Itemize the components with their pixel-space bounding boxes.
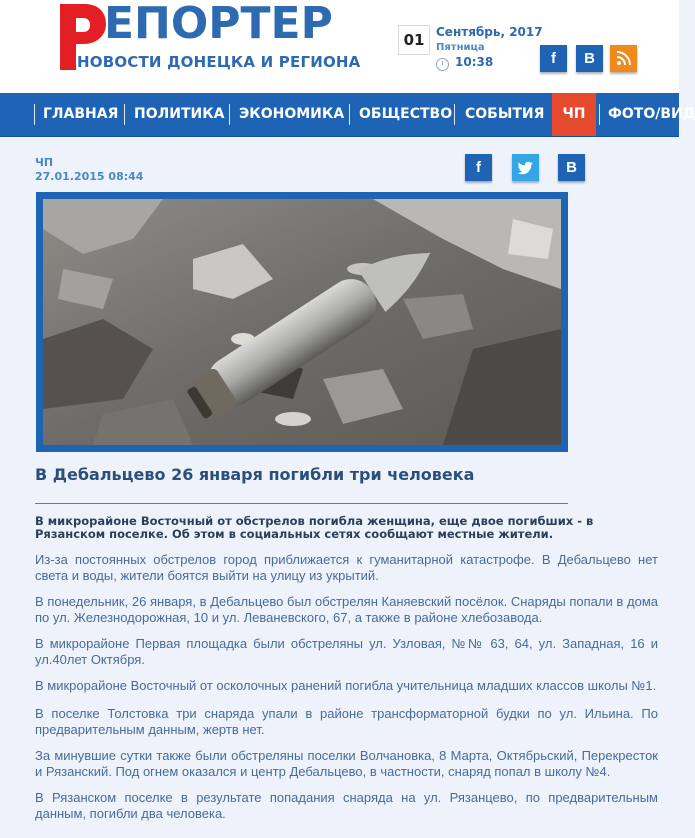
site-header xyxy=(0,0,679,93)
nav-separator xyxy=(124,104,125,125)
article-paragraph: В поселке Толстовка три снаряда упали в районе трансформаторной будки по ул. Ильина. По предварительным данным, жертв нет. xyxy=(35,706,658,737)
article-paragraph: В микрорайоне Восточный от осколочных ранений погибла учительница младших классов школы №1. xyxy=(35,678,657,693)
nav-item-politics[interactable]: ПОЛИТИКА xyxy=(134,106,225,122)
vk-icon: B xyxy=(566,159,577,176)
logo-subtitle: НОВОСТИ ДОНЕЦКА И РЕГИОНА xyxy=(77,53,361,71)
clock-icon xyxy=(436,58,449,71)
article-photo[interactable] xyxy=(43,199,561,445)
share-twitter-button[interactable] xyxy=(512,154,539,181)
article-photo-frame xyxy=(36,192,568,452)
facebook-icon: f xyxy=(551,50,556,67)
article-category[interactable]: ЧП xyxy=(35,156,54,169)
share-facebook-button[interactable] xyxy=(465,154,492,181)
twitter-icon xyxy=(517,161,534,175)
weekday: Пятница xyxy=(436,42,485,53)
current-time: 10:38 xyxy=(455,55,494,69)
nav-item-incidents[interactable]: ЧП xyxy=(552,93,596,136)
article-paragraph: В Рязанском поселке в результате попадания снаряда на ул. Рязанцево, по предварительным данным, погибли два человека. xyxy=(35,790,658,821)
rss-icon xyxy=(616,51,631,66)
nav-item-economy[interactable]: ЭКОНОМИКА xyxy=(239,106,345,122)
article-title: В Дебальцево 26 января погибли три человека xyxy=(35,465,475,484)
unexploded-shell-photo-icon xyxy=(43,199,561,445)
vk-header-button[interactable] xyxy=(576,45,603,72)
date-month-year: Сентябрь, 2017 xyxy=(436,25,543,39)
article-paragraph: Из-за постоянных обстрелов город приближается к гуманитарной катастрофе. В Дебальцево нет света и воды, жители боятся выйти на улицу из укрытий. xyxy=(35,552,658,583)
vk-icon: B xyxy=(584,50,595,67)
nav-separator xyxy=(599,104,600,125)
nav-item-home[interactable]: ГЛАВНАЯ xyxy=(43,106,119,122)
nav-item-events[interactable]: СОБЫТИЯ xyxy=(465,106,545,122)
logo-text: ЕПОРТЕР xyxy=(104,0,333,49)
main-navigation xyxy=(0,93,695,137)
nav-separator xyxy=(454,104,455,125)
nav-separator xyxy=(34,104,35,125)
facebook-icon: f xyxy=(476,159,481,176)
nav-separator xyxy=(349,104,350,125)
article-datetime: 27.01.2015 08:44 xyxy=(35,170,144,183)
article-paragraph: В микрорайоне Первая площадка были обстреляны ул. Узловая, №№ 63, 64, ул. Западная, 16 и ул.40лет Октября. xyxy=(35,636,658,667)
article-lead: В микрорайоне Восточный от обстрелов погибла женщина, еще двое погибших - в Рязанском поселке. Об этом в социальных сетях сообщают местные жители. xyxy=(35,514,594,541)
date-day: 01 xyxy=(398,25,430,55)
article-paragraph: За минувшие сутки также были обстреляны поселки Волчановка, 8 Марта, Октябрьский, Перекресток и Рязанский. Под огнем оказался и центр Дебальцево, в частности, снаряд попал в школу №4. xyxy=(35,748,658,779)
rss-header-button[interactable] xyxy=(610,45,637,72)
nav-separator xyxy=(229,104,230,125)
share-vk-button[interactable] xyxy=(558,154,585,181)
nav-item-photo-video[interactable]: ФОТО/ВИД xyxy=(608,106,695,122)
article-paragraph: В понедельник, 26 января, в Дебальцево был обстрелян Каняевский посёлок. Снаряды попали в дома по ул. Железнодорожная, 10 и ул. Леваневского, 67, а также в районе хлебозавода. xyxy=(35,594,658,625)
nav-item-society[interactable]: ОБЩЕСТВО xyxy=(359,106,453,122)
facebook-header-button[interactable] xyxy=(540,45,567,72)
title-divider xyxy=(35,503,568,504)
